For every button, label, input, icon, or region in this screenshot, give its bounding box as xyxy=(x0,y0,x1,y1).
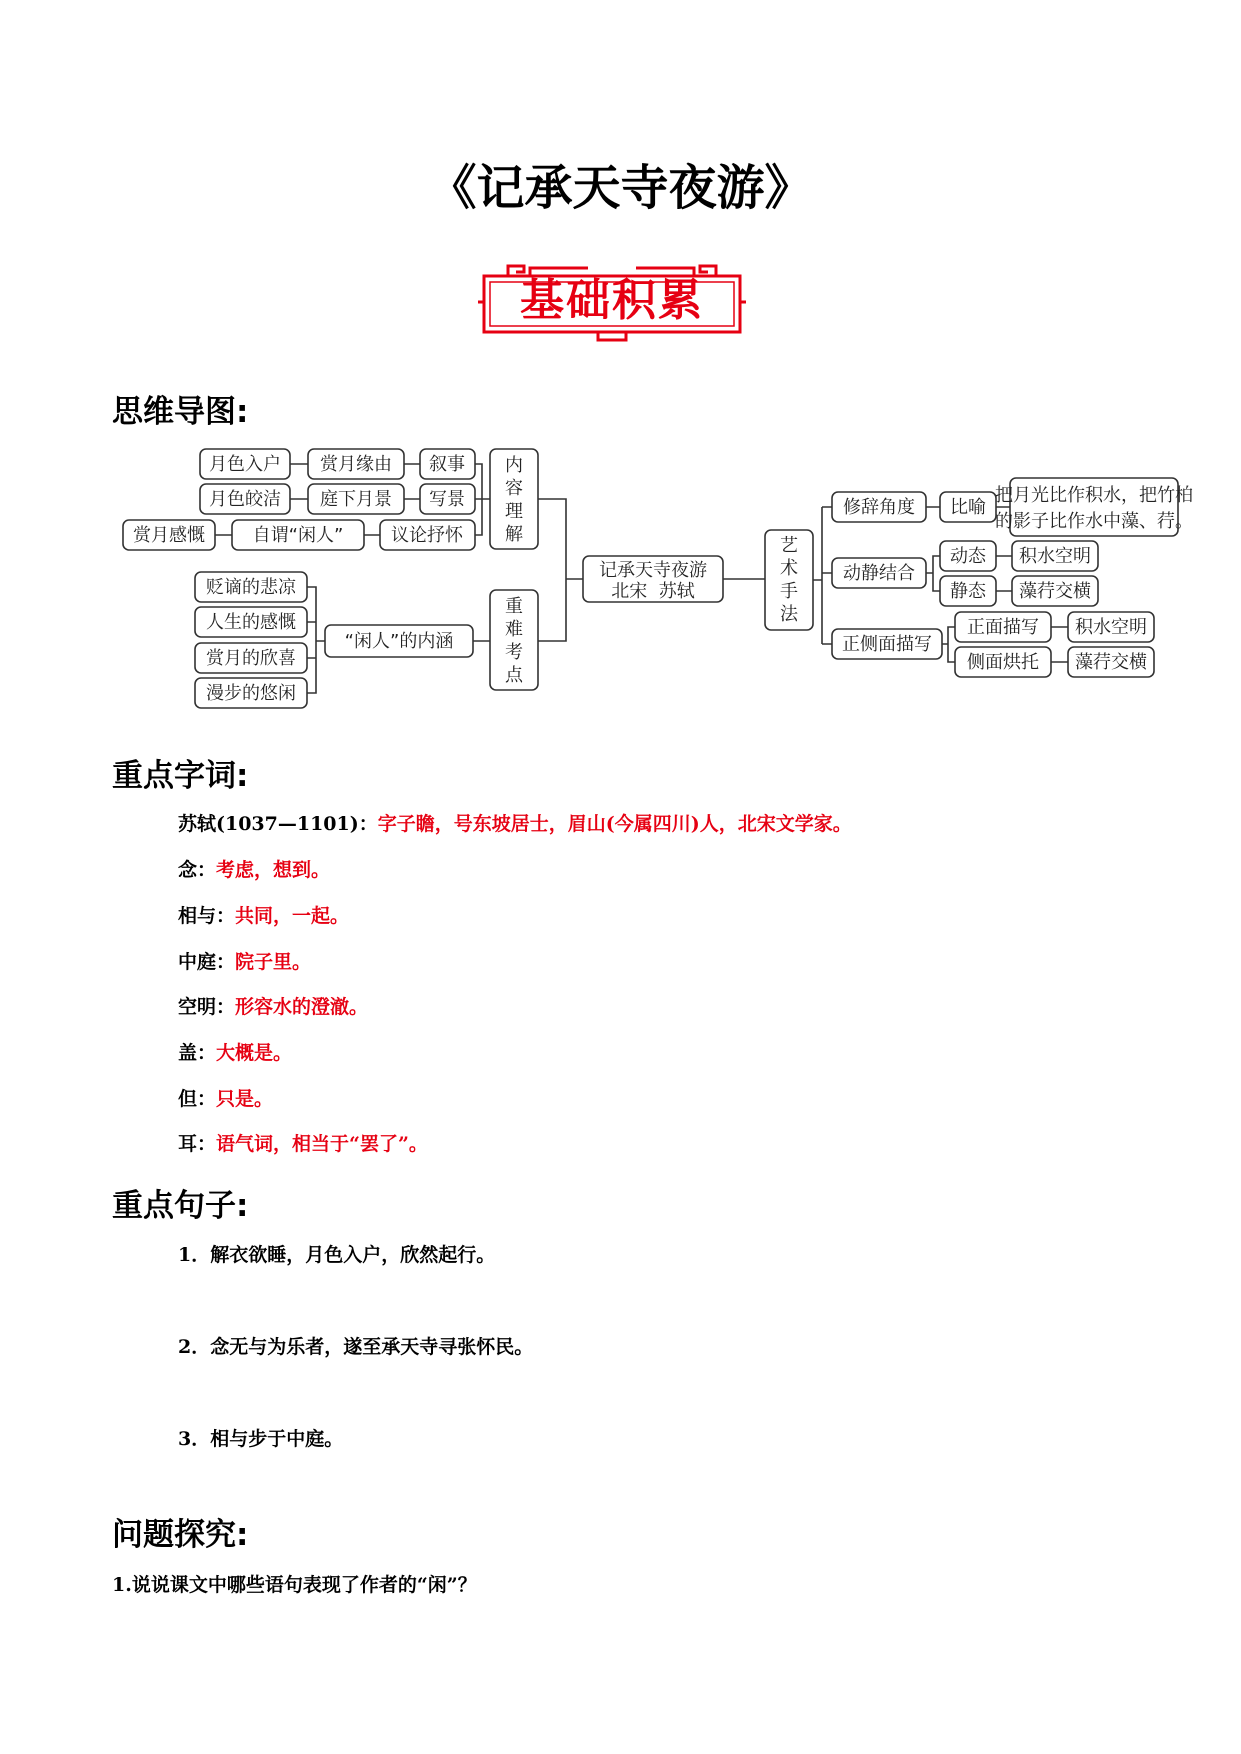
vocab-item xyxy=(178,993,368,1021)
vocab-term: 耳： xyxy=(178,1133,217,1155)
vocab-item xyxy=(178,902,349,930)
mm-text: 动态 xyxy=(950,546,986,567)
vocab-answer: 语气词，相当于“罢了”。 xyxy=(216,1133,428,1155)
vocab-answer: 考虑，想到。 xyxy=(216,859,331,881)
mm-text: 重 xyxy=(505,596,523,617)
mm-text: 积水空明 xyxy=(1019,546,1091,567)
mm-text: 容 xyxy=(505,478,523,499)
vocab-term: 但： xyxy=(178,1088,217,1110)
mm-text: 修辞角度 xyxy=(843,497,915,518)
vocab-item xyxy=(178,1130,428,1158)
mm-text: 解 xyxy=(505,524,523,545)
mind-map xyxy=(0,0,1241,720)
vocab-item xyxy=(178,856,330,884)
mm-text: 自谓“闲人” xyxy=(252,525,344,546)
mm-text: 的影子比作水中藻、荇。 xyxy=(995,511,1193,532)
heading-sentences: 重点句子: xyxy=(112,1188,249,1224)
heading-mindmap: 思维导图: xyxy=(112,394,249,430)
vocab-answer: 院子里。 xyxy=(235,951,312,973)
mm-text: 北宋 苏轼 xyxy=(611,581,695,602)
mm-text: 月色皎洁 xyxy=(209,489,281,510)
vocab-term: 盖： xyxy=(178,1042,217,1064)
mm-text: “闲人”的内涵 xyxy=(344,631,454,652)
vocab-answer: 大概是。 xyxy=(216,1042,293,1064)
vocab-term: 相与： xyxy=(178,905,236,927)
mm-text: 法 xyxy=(780,604,798,625)
mm-text: 艺 xyxy=(780,535,798,556)
mm-text: 赏月的欣喜 xyxy=(206,648,296,669)
mm-text: 积水空明 xyxy=(1075,617,1147,638)
mm-text: 正面描写 xyxy=(967,617,1039,638)
vocab-term: 空明： xyxy=(178,996,236,1018)
heading-vocab: 重点字词: xyxy=(112,758,249,794)
mm-text: 内 xyxy=(505,455,523,476)
mm-text: 贬谪的悲凉 xyxy=(206,577,296,598)
sentence-item: 2．念无与为乐者，遂至承天寺寻张怀民。 xyxy=(178,1336,534,1358)
mm-text: 静态 xyxy=(950,581,986,602)
mm-text: 正侧面描写 xyxy=(842,634,932,655)
vocab-term: 中庭： xyxy=(178,951,236,973)
page-title: 《记承天寺夜游》 xyxy=(428,160,813,216)
mm-text: 叙事 xyxy=(429,454,465,475)
vocab-term: 苏轼(1037—1101)： xyxy=(178,813,378,835)
vocab-answer: 形容水的澄澈。 xyxy=(235,996,369,1018)
vocab-item xyxy=(178,948,311,976)
mm-text: 动静结合 xyxy=(843,563,915,584)
mm-text: 手 xyxy=(780,581,798,602)
mm-text: 赏月感慨 xyxy=(133,525,205,546)
vocab-item xyxy=(178,1085,273,1113)
mm-text: 写景 xyxy=(429,489,465,510)
mm-text: 记承天寺夜游 xyxy=(599,560,707,581)
vocab-item xyxy=(178,810,852,838)
mm-text: 把月光比作积水，把竹柏 xyxy=(995,485,1193,506)
vocab-answer: 只是。 xyxy=(216,1088,274,1110)
mm-text: 人生的感慨 xyxy=(206,612,296,633)
mm-text: 考 xyxy=(505,642,523,663)
heading-inquiry: 问题探究: xyxy=(112,1517,249,1553)
vocab-answer: 字子瞻，号东坡居士，眉山(今属四川)人，北宋文学家。 xyxy=(377,813,852,835)
mm-text: 议论抒怀 xyxy=(391,525,463,546)
mm-text: 侧面烘托 xyxy=(967,652,1039,673)
mm-text: 理 xyxy=(505,501,523,522)
mm-text: 藻荇交横 xyxy=(1019,581,1091,602)
mm-text: 比喻 xyxy=(950,497,986,518)
mm-text: 月色入户 xyxy=(209,454,281,475)
vocab-item xyxy=(178,1039,292,1067)
mm-text: 术 xyxy=(780,558,798,579)
question-item: 1.说说课文中哪些语句表现了作者的“闲”？ xyxy=(112,1574,477,1596)
mm-text: 难 xyxy=(505,619,523,640)
sentence-item: 3．相与步于中庭。 xyxy=(178,1428,344,1450)
vocab-answer: 共同，一起。 xyxy=(235,905,350,927)
sentence-item: 1．解衣欲睡，月色入户，欣然起行。 xyxy=(178,1244,496,1266)
badge-text: 基础积累 xyxy=(520,275,704,326)
vocab-term: 念： xyxy=(178,859,217,881)
mm-text: 漫步的悠闲 xyxy=(206,683,296,704)
mm-text: 点 xyxy=(505,665,523,686)
mm-text: 赏月缘由 xyxy=(320,454,392,475)
mm-text: 庭下月景 xyxy=(320,489,392,510)
mm-text: 藻荇交横 xyxy=(1075,652,1147,673)
